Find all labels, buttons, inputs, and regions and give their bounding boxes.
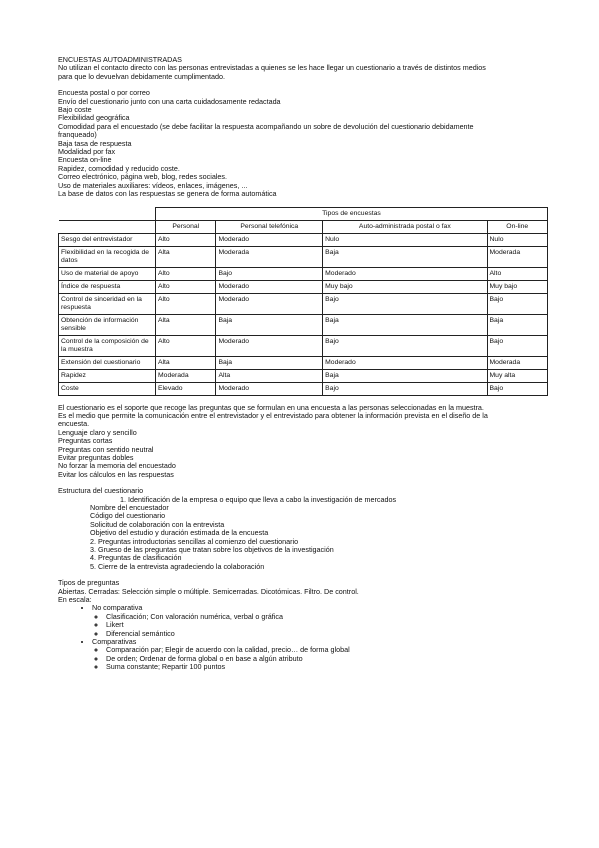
table-cell: Moderado — [216, 233, 323, 246]
structure-item: 1. Identificación de la empresa o equipo que lleva a cabo la investigación de mercados — [120, 494, 397, 504]
feature-line: Encuesta postal o por correo — [58, 88, 150, 98]
intro-line: No utilizan el contacto directo con las personas entrevistadas a quienes se les hace llegar un cuestionario a través de distintos medios — [58, 63, 486, 73]
column-header: On-line — [487, 220, 547, 233]
table-cell: Muy bajo — [487, 280, 547, 293]
table-row — [59, 356, 548, 369]
row-label: Control de sinceridad en la respuesta — [59, 293, 156, 314]
feature-line: Modalidad por fax — [58, 147, 116, 157]
questionnaire-line: Es el medio que permite la comunicación entre el entrevistador y el entrevistado para obtener la información prevista en el diseño de la — [58, 410, 488, 420]
table-cell: Bajo — [487, 335, 547, 356]
table-cell: Moderada — [216, 246, 323, 267]
table-cell: Alta — [156, 356, 216, 369]
feature-line: Encuesta on-line — [58, 155, 112, 165]
feature-line: Rapidez, comodidad y reducido coste. — [58, 163, 180, 173]
table-cell: Bajo — [323, 335, 487, 356]
scale-item: ◦ Suma constante; Repartir 100 puntos — [106, 663, 548, 671]
structure-item: Nombre del encuestador — [90, 502, 169, 512]
column-header: Personal — [156, 220, 216, 233]
feature-line: Baja tasa de respuesta — [58, 138, 132, 148]
questionnaire-line: Evitar los cálculos en las respuestas — [58, 469, 174, 479]
survey-types-table — [58, 207, 548, 396]
table-cell: Nulo — [323, 233, 487, 246]
table-cell: Baja — [216, 356, 323, 369]
table-cell: Moderado — [216, 382, 323, 395]
table-cell: Baja — [323, 314, 487, 335]
row-label: Control de la composición de la muestra — [59, 335, 156, 356]
table-cell: Baja — [487, 314, 547, 335]
table-row — [59, 267, 548, 280]
feature-line: La base de datos con las respuestas se genera de forma automática — [58, 189, 277, 199]
questionnaire-line: Evitar preguntas dobles — [58, 452, 134, 462]
questionnaire-line: Preguntas cortas — [58, 436, 113, 446]
table-cell: Moderado — [323, 267, 487, 280]
row-label: Rapidez — [59, 369, 156, 382]
table-cell: Bajo — [323, 293, 487, 314]
row-label: Obtención de información sensible — [59, 314, 156, 335]
table-cell: Moderado — [323, 356, 487, 369]
structure-item: Objetivo del estudio y duración estimada de la encuesta — [90, 528, 269, 538]
table-cell: Bajo — [323, 382, 487, 395]
scale-item: ◦ Diferencial semántico — [106, 630, 548, 638]
column-header: Personal telefónica — [216, 220, 323, 233]
questionnaire-line: Preguntas con sentido neutral — [58, 444, 154, 454]
table-cell: Moderado — [216, 280, 323, 293]
feature-line: Uso de materiales auxiliares: vídeos, enlaces, imágenes, ... — [58, 180, 248, 190]
table-cell: Alto — [156, 280, 216, 293]
table-cell: Alto — [156, 335, 216, 356]
types-line: Abiertas. Cerradas: Selección simple o múltiple. Semicerradas. Dicotómicas. Filtro. De control. — [58, 586, 359, 596]
structure-item: 5. Cierre de la entrevista agradeciendo la colaboración — [90, 561, 265, 571]
table-cell: Nulo — [487, 233, 547, 246]
table-cell: Alto — [156, 267, 216, 280]
structure-title: Estructura del cuestionario — [58, 486, 144, 496]
feature-line: Correo electrónico, página web, blog, redes sociales. — [58, 172, 228, 182]
scale-item: ◦ Clasificación; Con valoración numérica, verbal o gráfica — [106, 613, 548, 621]
table-cell: Alto — [156, 233, 216, 246]
table-cell: Muy alta — [487, 369, 547, 382]
table-cell: Alta — [156, 314, 216, 335]
questionnaire-line: encuesta. — [58, 419, 90, 429]
table-cell: Moderado — [216, 335, 323, 356]
structure-item: Código del cuestionario — [90, 511, 166, 521]
row-label: Flexibilidad en la recogida de datos — [59, 246, 156, 267]
table-cell: Alta — [156, 246, 216, 267]
table-cell: Baja — [323, 246, 487, 267]
questionnaire-line: No forzar la memoria del encuestado — [58, 461, 176, 471]
row-label: Coste — [59, 382, 156, 395]
table-row — [59, 335, 548, 356]
feature-line: Bajo coste — [58, 105, 92, 115]
feature-line: Comodidad para el encuestado (se debe facilitar la respuesta acompañando un sobre de devolución del cuestionario debidamente — [58, 121, 474, 131]
table-row — [59, 280, 548, 293]
types-line: En escala: — [58, 595, 92, 605]
structure-item: 3. Grueso de las preguntas que tratan sobre los objetivos de la investigación — [90, 545, 334, 554]
table-row — [59, 369, 548, 382]
scale-item: ◦ De orden; Ordenar de forma global o en base a algún atributo — [106, 655, 548, 663]
table-cell: Alta — [216, 369, 323, 382]
scale-item: ◦ Comparación par; Elegir de acuerdo con la calidad, precio… de forma global — [106, 646, 548, 654]
feature-line: franqueado) — [58, 130, 97, 140]
row-label: Sesgo del entrevistador — [59, 233, 156, 246]
structure-item: 2. Preguntas introductorias sencillas al comienzo del cuestionario — [90, 536, 299, 546]
table-cell: Bajo — [487, 382, 547, 395]
structure-item: 4. Preguntas de clasificación — [90, 553, 182, 563]
table-cell: Muy bajo — [323, 280, 487, 293]
section-title: ENCUESTAS AUTOADMINISTRADAS — [58, 55, 182, 64]
feature-line: Envío del cuestionario junto con una carta cuidadosamente redactada — [58, 96, 281, 106]
table-cell: Bajo — [487, 293, 547, 314]
scale-group-label: No comparativa — [92, 603, 143, 613]
table-cell: Moderada — [487, 246, 547, 267]
table-cell: Elevado — [156, 382, 216, 395]
table-row — [59, 293, 548, 314]
table-cell: Alto — [487, 267, 547, 280]
table-cell: Baja — [216, 314, 323, 335]
structure-item: Solicitud de colaboración con la entrevista — [90, 519, 225, 529]
table-cell: Alto — [156, 293, 216, 314]
table-row — [59, 314, 548, 335]
column-header: Auto-administrada postal o fax — [323, 220, 487, 233]
table-cell: Baja — [323, 369, 487, 382]
questionnaire-line: Lenguaje claro y sencillo — [58, 427, 137, 437]
table-row — [59, 246, 548, 267]
row-label: Extensión del cuestionario — [59, 356, 156, 369]
table-cell: Moderado — [216, 293, 323, 314]
table-row — [59, 233, 548, 246]
scale-group — [92, 638, 548, 672]
types-title: Tipos de preguntas — [58, 578, 120, 588]
table-group-header: Tipos de encuestas — [156, 207, 548, 220]
scale-group-label: Comparativas — [92, 637, 137, 647]
table-row — [59, 382, 548, 395]
questionnaire-line: El cuestionario es el soporte que recoge las preguntas que se formulan en una encuesta a las personas seleccionadas en la muestra. — [58, 402, 484, 412]
row-label: Índice de respuesta — [59, 280, 156, 293]
table-cell: Bajo — [216, 267, 323, 280]
intro-line: para que lo devuelvan debidamente cumplimentado. — [58, 71, 226, 81]
feature-line: Flexibilidad geográfica — [58, 113, 130, 123]
scale-item: ◦ Likert — [106, 621, 548, 629]
table-cell: Moderada — [487, 356, 547, 369]
row-label: Uso de material de apoyo — [59, 267, 156, 280]
scale-group — [92, 604, 548, 638]
scale-list — [58, 604, 548, 671]
table-cell: Moderada — [156, 369, 216, 382]
document-page — [58, 56, 548, 672]
